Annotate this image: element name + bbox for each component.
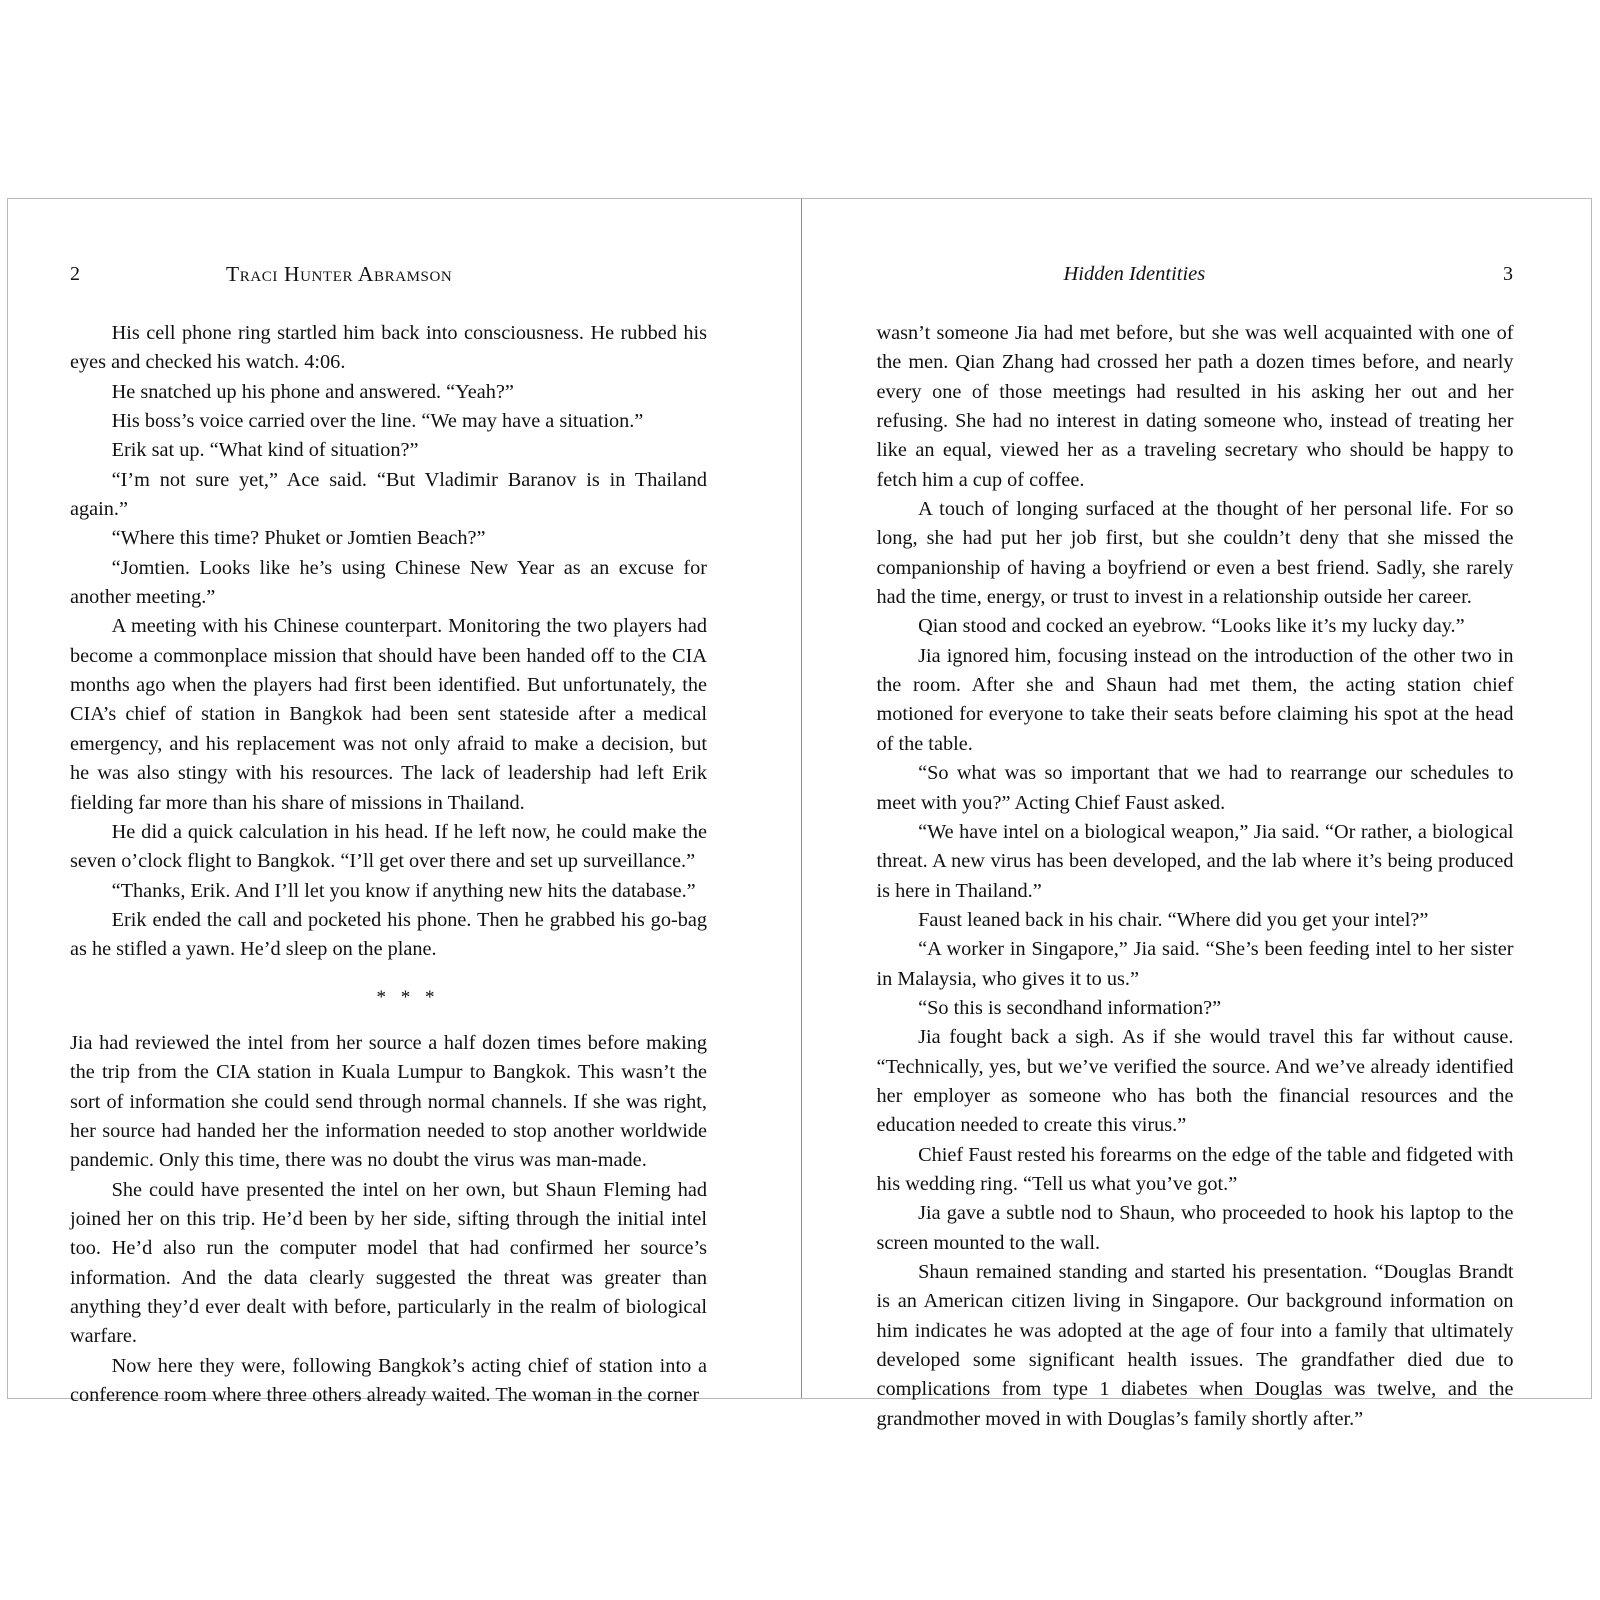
paragraph: “So what was so important that we had to rearrange our schedules to meet with you?” Acting Chief Faust asked. bbox=[876, 762, 1514, 814]
page-number-right: 3 bbox=[1503, 263, 1513, 285]
running-head-left bbox=[8, 261, 801, 287]
paragraph: “So this is secondhand information?” bbox=[918, 996, 1222, 1019]
paragraph: Jia gave a subtle nod to Shaun, who proceeded to hook his laptop to the screen mounted to the wall. bbox=[876, 1202, 1514, 1254]
scene-break-separator: * * * bbox=[376, 986, 440, 1008]
running-head-author: Traci Hunter Abramson bbox=[226, 262, 453, 286]
paragraph: Erik ended the call and pocketed his phone. Then he grabbed his go-bag as he stifled a yawn. He’d sleep on the plane. bbox=[70, 908, 707, 961]
page-number-left: 2 bbox=[70, 263, 80, 285]
paragraph: “Thanks, Erik. And I’ll let you know if anything new hits the database.” bbox=[111, 879, 696, 902]
paragraph: Faust leaned back in his chair. “Where did you get your intel?” bbox=[918, 908, 1429, 931]
paragraph: Qian stood and cocked an eyebrow. “Looks like it’s my lucky day.” bbox=[918, 615, 1465, 638]
paragraph: Chief Faust rested his forearms on the edge of the table and fidgeted with his wedding ring. “Tell us what you’ve got.” bbox=[876, 1143, 1514, 1195]
paragraph: “A worker in Singapore,” Jia said. “She’s been feeding intel to her sister in Malaysia, who gives it to us.” bbox=[876, 938, 1514, 990]
paragraph: Shaun remained standing and started his presentation. “Douglas Brandt is an American citizen living in Singapore. Our background information on him indicates he was adopted at the age of four into a family that ultimately developed some significant health issues. The grandfather died due to complications from type 1 diabetes when Douglas was twelve, and the grandmother moved in with Douglas’s family shortly after.” bbox=[876, 1261, 1514, 1430]
paragraph: Jia had reviewed the intel from her source a half dozen times before making the trip from the CIA station in Kuala Lumpur to Bangkok. This wasn’t the sort of information she could send through normal channels. If she was right, her source had handed her the information needed to stop another worldwide pandemic. Only this time, there was no doubt the virus was man-made. bbox=[70, 1031, 707, 1172]
paragraph: “Where this time? Phuket or Jomtien Beach?” bbox=[111, 527, 486, 550]
paragraph: A meeting with his Chinese counterpart. Monitoring the two players had become a commonplace mission that should have been handed off to the CIA months ago when the players had first been identified. But unfortunately, the CIA’s chief of station in Bangkok had been sent stateside after a medical emergency, and his replacement was not only afraid to make a decision, but he was also stingy with his resources. The lack of leadership had left Erik fielding far more than his share of missions in Thailand. bbox=[70, 615, 707, 814]
paragraph: wasn’t someone Jia had met before, but she was well acquainted with one of the men. Qian Zhang had crossed her path a dozen times before, and nearly every one of those meetings had resulted in his asking her out and her refusing. She had no interest in dating someone who, instead of treating her like an equal, viewed her as a traveling secretary who should be happy to fetch him a cup of coffee. bbox=[876, 322, 1514, 491]
running-head-book-title: Hidden Identities bbox=[1063, 263, 1206, 285]
paragraph: His boss’s voice carried over the line. “We may have a situation.” bbox=[111, 410, 644, 433]
book-spread bbox=[7, 198, 1592, 1430]
paragraph: He did a quick calculation in his head. If he left now, he could make the seven o’clock flight to Bangkok. “I’ll get over there and set up surveillance.” bbox=[70, 820, 707, 873]
running-head-right bbox=[802, 261, 1592, 287]
paragraph: He snatched up his phone and answered. “Yeah?” bbox=[111, 380, 514, 403]
page-left bbox=[8, 199, 802, 1407]
paragraph: His cell phone ring startled him back into consciousness. He rubbed his eyes and checked his watch. 4:06. bbox=[70, 322, 707, 374]
body-text-right bbox=[877, 319, 1514, 1434]
paragraph: “We have intel on a biological weapon,” Jia said. “Or rather, a biological threat. A new virus has been developed, and the lab where it’s being produced is here in Thailand.” bbox=[876, 820, 1514, 902]
paragraph: Jia ignored him, focusing instead on the introduction of the other two in the room. After she and Shaun had met them, the acting station chief motioned for everyone to take their seats before claiming his spot at the head of the table. bbox=[876, 644, 1514, 755]
paragraph: A touch of longing surfaced at the thought of her personal life. For so long, she had put her job first, but she couldn’t deny that she missed the companionship of having a boyfriend or even a best friend. Sadly, she rarely had the time, energy, or trust to invest in a relationship outside her career. bbox=[876, 498, 1514, 609]
body-text-left bbox=[70, 319, 707, 1410]
paragraph: She could have presented the intel on her own, but Shaun Fleming had joined her on this trip. He’d been by her side, sifting through the initial intel too. He’d also run the computer model that had confirmed her source’s information. And the data clearly suggested the threat was greater than anything they’d ever dealt with before, particularly in the realm of biological warfare. bbox=[70, 1178, 707, 1348]
paragraph: Now here they were, following Bangkok’s acting chief of station into a conference room where three others already waited. The woman in the corner bbox=[70, 1354, 707, 1407]
paragraph: “I’m not sure yet,” Ace said. “But Vladimir Baranov is in Thailand again.” bbox=[70, 468, 707, 521]
paragraph: Jia fought back a sigh. As if she would travel this far without cause. “Technically, yes, but we’ve verified the source. And we’ve already identified her employer as someone who has both the financial resources and the education needed to create this virus.” bbox=[876, 1026, 1514, 1137]
paragraph: “Jomtien. Looks like he’s using Chinese New Year as an excuse for another meeting.” bbox=[70, 556, 707, 609]
page-right bbox=[802, 199, 1592, 1430]
paragraph: Erik sat up. “What kind of situation?” bbox=[111, 439, 419, 462]
